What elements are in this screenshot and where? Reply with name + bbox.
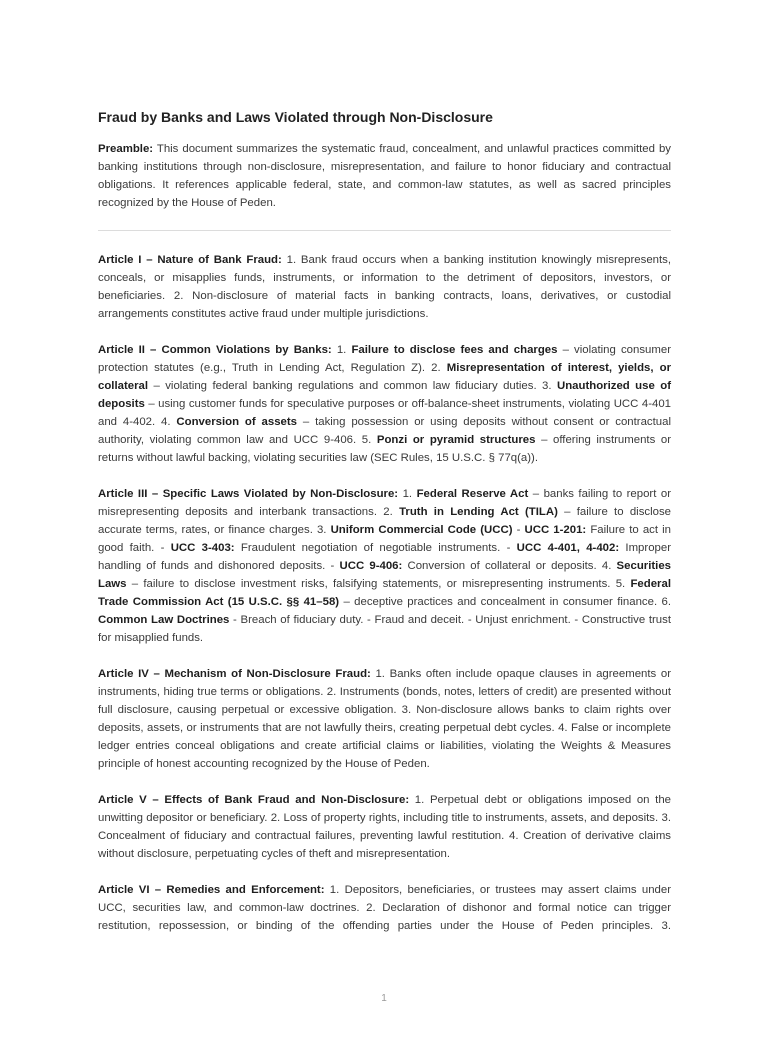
bold-text-segment: Article V – Effects of Bank Fraud and Non-Disclosure: [98, 794, 410, 806]
article-3-paragraph [98, 485, 671, 647]
text-segment: – deceptive practices and concealment in consumer finance. 6. [339, 596, 671, 608]
bold-text-segment: UCC 4-401, 4-402: [516, 542, 620, 554]
document-title: Fraud by Banks and Laws Violated through Non-Disclosure [98, 109, 493, 125]
preamble-paragraph [98, 140, 671, 212]
text-segment: 1. Banks often include opaque clauses in agreements or instruments, hiding true terms or obligations. 2. Instruments (bonds, notes, letters of credit) are presented without full disclosure, causing perpetual or excessive obligation. 3. Non-disclosure allows banks to claim rights over deposits, assets, or instruments that are not lawfully theirs, creating perpetual debt cycles. 4. False or incomplete ledger entries conceal obligations and create artificial claims or liabilities, violating the Weights & Measures principle of honest accounting recognized by the House of Peden. [98, 668, 671, 770]
bold-text-segment: Uniform Commercial Code (UCC) [330, 524, 513, 536]
text-segment: 1. Perpetual debt or obligations imposed on the unwitting depositor or beneficiary. 2. Loss of property rights, including title to instruments, assets, and deposits. 3. Concealment of fiduciary and contractual failures, preventing lawful restitution. 4. Creation of derivative claims without disclosure, perpetuating cycles of theft and misrepresentation. [98, 794, 671, 860]
section-divider [98, 230, 671, 231]
bold-text-segment: Truth in Lending Act (TILA) [399, 506, 558, 518]
article-1-paragraph [98, 251, 671, 323]
bold-text-segment: Conversion of assets [176, 416, 298, 428]
text-segment: Conversion of collateral or deposits. 4. [402, 560, 617, 572]
bold-text-segment: Failure to disclose fees and charges [351, 344, 558, 356]
bold-text-segment: Ponzi or pyramid structures [376, 434, 536, 446]
text-segment: – failure to disclose accurate terms, rates, or finance charges. 3. [98, 506, 671, 536]
bold-text-segment: Article IV – Mechanism of Non-Disclosure Fraud: [98, 668, 371, 680]
text-segment: – failure to disclose investment risks, falsifying statements, or misrepresenting instruments. 5. [126, 578, 631, 590]
text-segment: 1. [331, 344, 352, 356]
text-segment: – offering instruments or returns without lawful backing, violating securities law (SEC Rules, 15 U.S.C. § 77q(a)). [98, 434, 671, 464]
bold-text-segment: UCC 1-201: [524, 524, 587, 536]
article-6-paragraph [98, 881, 671, 935]
text-segment: – violating federal banking regulations and common law fiduciary duties. 3. [148, 380, 557, 392]
page-number: 1 [381, 993, 387, 1004]
article-2-paragraph [98, 341, 671, 467]
bold-text-segment: Article III – Specific Laws Violated by Non-Disclosure: [98, 488, 399, 500]
text-segment: - [512, 524, 525, 536]
bold-text-segment: Article VI – Remedies and Enforcement: [98, 884, 325, 896]
bold-text-segment: Preamble: [98, 143, 154, 155]
text-segment: Fraudulent negotiation of negotiable instruments. - [234, 542, 517, 554]
text-segment: – violating consumer protection statutes (e.g., Truth in Lending Act, Regulation Z). 2. [98, 344, 671, 374]
text-segment: Failure to act in good faith. - [98, 524, 671, 554]
text-segment: – taking possession or using deposits without consent or contractual authority, violating common law and UCC 9-406. 5. [98, 416, 671, 446]
bold-text-segment: Article I – Nature of Bank Fraud: [98, 254, 282, 266]
text-segment: – using customer funds for speculative purposes or off-balance-sheet instruments, violating UCC 4-401 and 4-402. 4. [98, 398, 671, 428]
text-segment: 1. Bank fraud occurs when a banking institution knowingly misrepresents, conceals, or misapplies funds, instruments, or information to the detriment of depositors, investors, or beneficiaries. 2. Non-disclosure of material facts in banking contracts, loans, derivatives, or custodial arrangements constitutes active fraud under multiple jurisdictions. [98, 254, 672, 320]
article-4-paragraph [98, 665, 671, 773]
text-segment: 1. Depositors, beneficiaries, or trustees may assert claims under UCC, securities law, and common-law doctrines. 2. Declaration of dishonor and formal notice can trigger restitution, repossession, or binding of the offending parties under the House of Peden principles. 3. [98, 884, 671, 932]
bold-text-segment: UCC 9-406: [339, 560, 403, 572]
bold-text-segment: Misrepresentation of interest, yields, or collateral [98, 362, 672, 392]
bold-text-segment: Federal Reserve Act [416, 488, 529, 500]
text-segment: Improper handling of funds and dishonored deposits. - [98, 542, 671, 572]
bold-text-segment: Securities Laws [98, 560, 671, 590]
bold-text-segment: Common Law Doctrines [98, 614, 230, 626]
bold-text-segment: UCC 3-403: [170, 542, 235, 554]
text-segment: 1. [398, 488, 417, 500]
text-segment: This document summarizes the systematic fraud, concealment, and unlawful practices committed by banking institutions through non-disclosure, misrepresentation, and failure to honor fiduciary and contractual obligations. It references applicable federal, state, and common-law statutes, as well as sacred principles recognized by the House of Peden. [98, 143, 671, 209]
article-5-paragraph [98, 791, 671, 863]
text-segment: - Breach of fiduciary duty. - Fraud and deceit. - Unjust enrichment. - Constructive trust for misapplied funds. [98, 614, 672, 644]
bold-text-segment: Unauthorized use of deposits [98, 380, 671, 410]
text-segment: – banks failing to report or misrepresenting deposits and interbank transactions. 2. [98, 488, 671, 518]
bold-text-segment: Article II – Common Violations by Banks: [98, 344, 332, 356]
bold-text-segment: Federal Trade Commission Act (15 U.S.C. §§ 41–58) [98, 578, 671, 608]
